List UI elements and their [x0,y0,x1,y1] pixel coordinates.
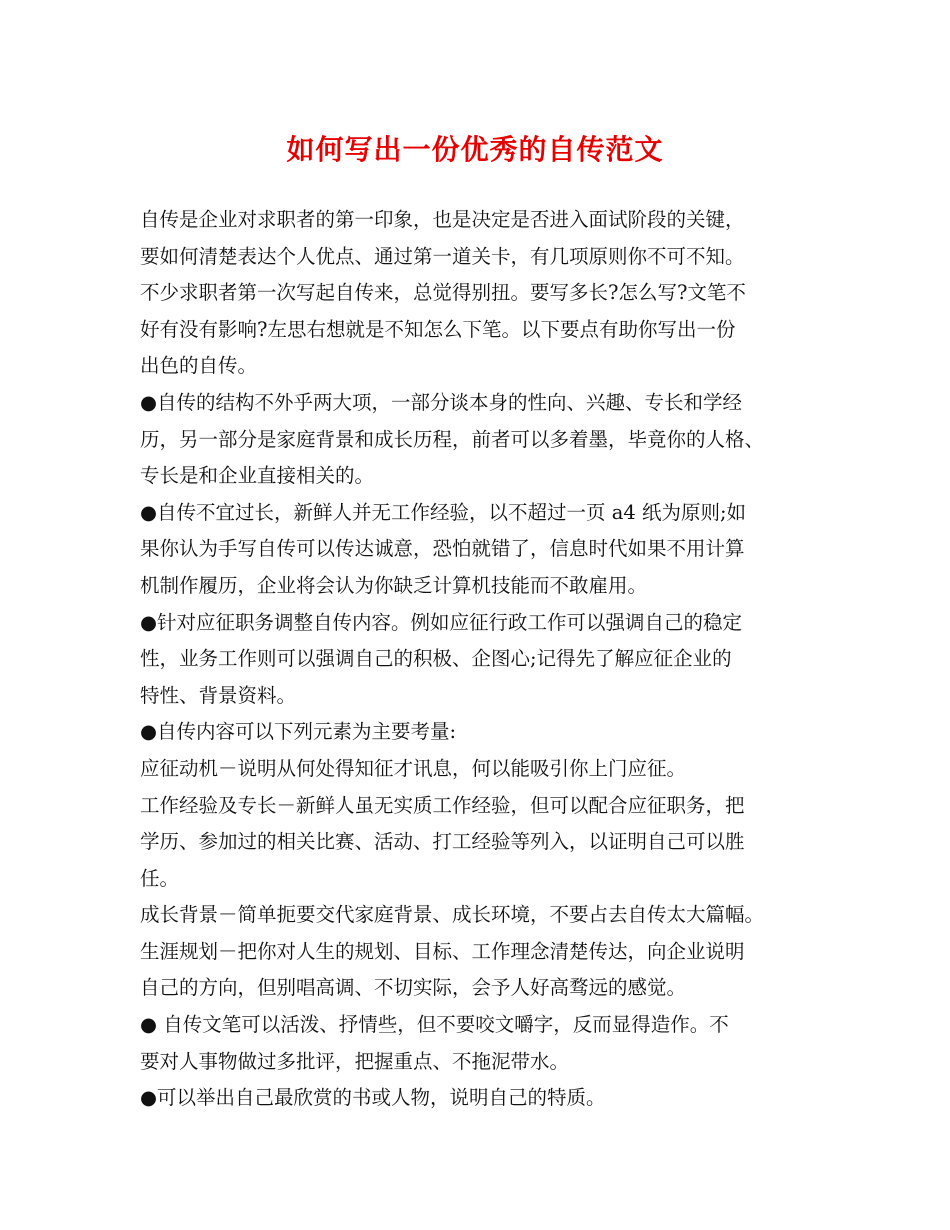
body-line: 学历、参加过的相关比赛、活动、打工经验等列入，以证明自己可以胜 [140,830,745,854]
body-line: ● 自传文笔可以活泼、抒情些，但不要咬文嚼字，反而显得造作。不 [140,1013,729,1037]
body-line: 性，业务工作则可以强调自己的积极、企图心;记得先了解应征企业的 [140,647,732,671]
body-line: 专长是和企业直接相关的。 [140,464,375,488]
body-line: 好有没有影响?左思右想就是不知怎么下笔。以下要点有助你写出一份 [140,317,736,341]
body-line: 机制作履历，企业将会认为你缺乏计算机技能而不敢雇用。 [140,573,648,597]
body-line: 生涯规划－把你对人生的规划、目标、工作理念清楚传达，向企业说明 [140,939,745,963]
body-line: ●自传的结构不外乎两大项，一部分谈本身的性向、兴趣、专长和学经 [140,390,743,414]
body-line: 出色的自传。 [140,354,258,378]
body-line: ●可以举出自己最欣赏的书或人物，说明自己的特质。 [140,1086,606,1110]
body-line: 不少求职者第一次写起自传来，总觉得别扭。要写多长?怎么写?文笔不 [140,281,746,305]
body-line: 自己的方向，但别唱高调、不切实际，会予人好高骛远的感觉。 [140,976,687,1000]
body-line: ●自传内容可以下列元素为主要考量: [140,720,457,744]
body-line: 历，另一部分是家庭背景和成长历程，前者可以多着墨，毕竟你的人格、 [140,427,765,451]
body-line: ●自传不宜过长，新鲜人并无工作经验，以不超过一页 a4 纸为原则;如 [140,500,747,524]
body-line: 工作经验及专长－新鲜人虽无实质工作经验，但可以配合应征职务，把 [140,793,745,817]
body-line: 应征动机－说明从何处得知征才讯息，何以能吸引你上门应征。 [140,756,687,780]
body-line: 要如何清楚表达个人优点、通过第一道关卡，有几项原则你不可不知。 [140,244,745,268]
body-line: 果你认为手写自传可以传达诚意，恐怕就错了，信息时代如果不用计算 [140,537,745,561]
body-line: 成长背景－简单扼要交代家庭背景、成长环境，不要占去自传太大篇幅。 [140,903,765,927]
body-line: 要对人事物做过多批评，把握重点、不拖泥带水。 [140,1049,570,1073]
body-line: 特性、背景资料。 [140,683,297,707]
body-line: 自传是企业对求职者的第一印象，也是决定是否进入面试阶段的关键， [140,208,745,231]
document-body [140,202,830,1117]
body-line: 任。 [140,866,180,890]
document-title: 如何写出一份优秀的自传范文 [286,133,664,166]
body-line: ●针对应征职务调整自传内容。例如应征行政工作可以强调自己的稳定 [140,610,743,634]
